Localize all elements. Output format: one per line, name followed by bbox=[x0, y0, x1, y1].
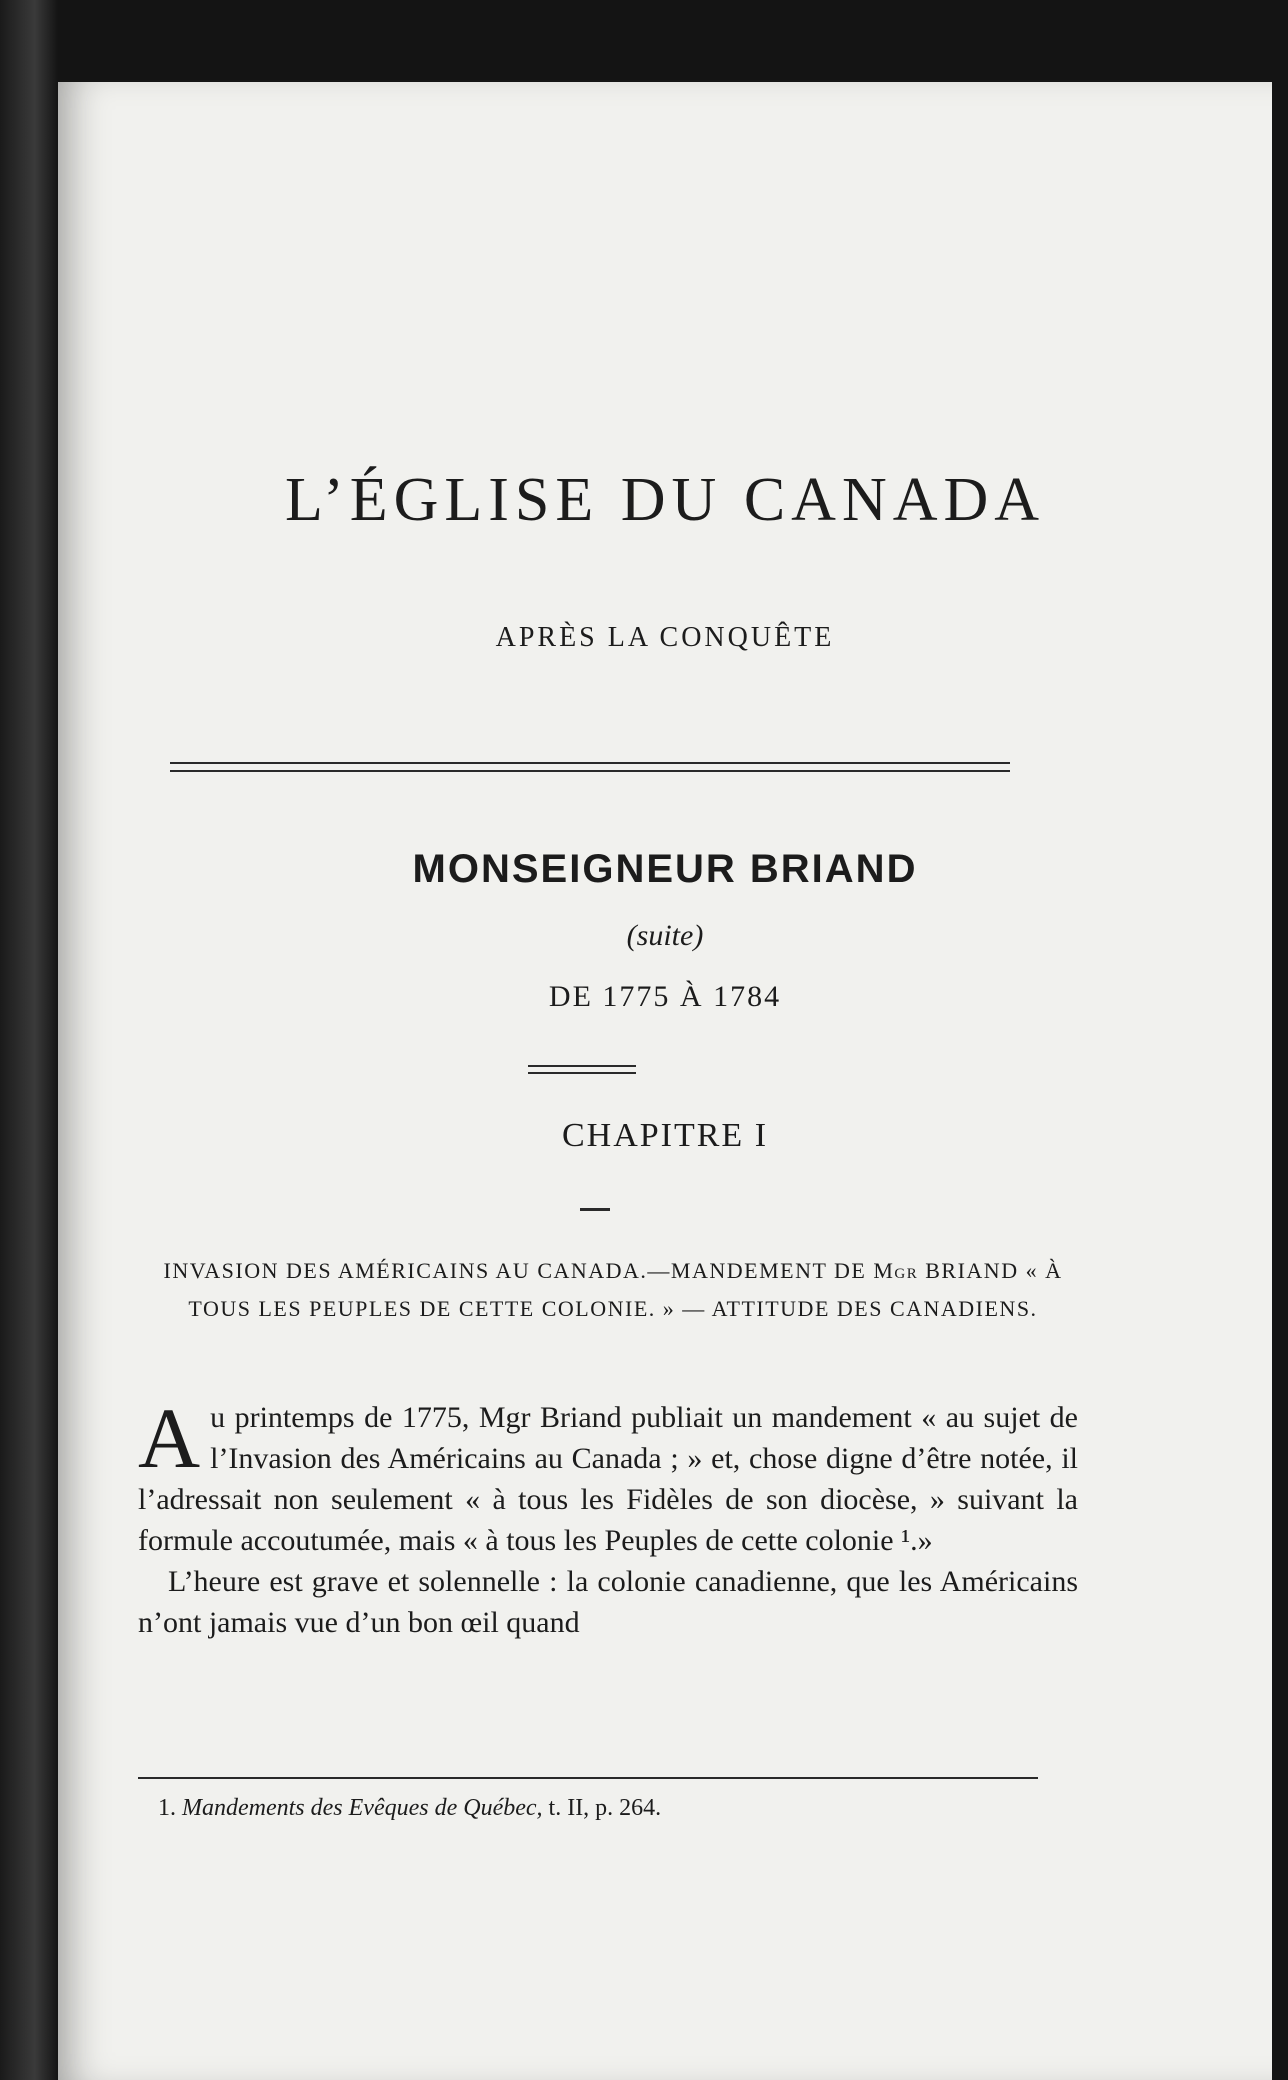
footnote-source: Mandements des Evêques de Québec, bbox=[182, 1795, 543, 1821]
chapter-summary: INVASION DES AMÉRICAINS AU CANADA.—MANDEMENT DE Mgr BRIAND « À TOUS LES PEUPLES DE CETTE COLONIE. » — ATTITUDE DES CANADIENS. bbox=[163, 1258, 1063, 1321]
double-rule-divider bbox=[170, 762, 1010, 772]
paragraph-2: L’heure est grave et solennelle : la colonie canadienne, que les Américains n’ont jamais vue d’un bon œil quand bbox=[138, 1565, 1078, 1639]
section-dates: DE 1775 À 1784 bbox=[548, 980, 782, 1013]
book-page bbox=[58, 82, 1272, 2080]
footnote bbox=[158, 1792, 1078, 1824]
paragraph-1-text: u printemps de 1775, Mgr Briand publiait un mandement « au sujet de l’Invasion des Américains au Canada ; » et, chose digne d’être notée, il l’adressait non seulement « à tous les Fidèles de son diocèse, » suivant la formule accoutumée, mais « à tous les Peuples de cette colonie ¹.» bbox=[138, 1401, 1078, 1557]
paragraph-1 bbox=[138, 1390, 1078, 1561]
section-suite: (suite) bbox=[626, 919, 704, 952]
body-text bbox=[138, 1390, 1078, 1643]
footnote-rule bbox=[138, 1777, 1038, 1779]
book-spine bbox=[0, 0, 58, 2080]
book-subtitle: APRÈS LA CONQUÊTE bbox=[495, 622, 835, 653]
short-double-rule bbox=[528, 1065, 636, 1074]
footnote-number: 1. bbox=[158, 1795, 176, 1821]
footnote-reference: t. II, p. 264. bbox=[542, 1795, 662, 1821]
section-heading: MONSEIGNEUR BRIAND bbox=[412, 847, 918, 891]
book-title: L’ÉGLISE DU CANADA bbox=[284, 466, 1046, 534]
chapter-dash bbox=[580, 1208, 610, 1211]
drop-cap: A bbox=[138, 1390, 201, 1486]
chapter-label: CHAPITRE I bbox=[561, 1117, 769, 1154]
